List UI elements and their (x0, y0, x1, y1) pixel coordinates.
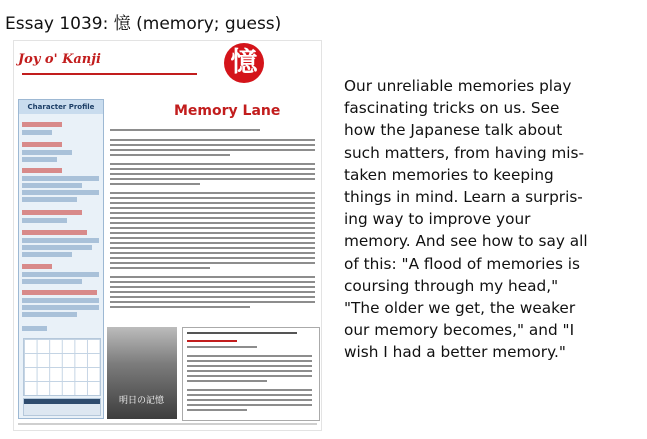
essay-line: ing way to improve your (344, 210, 531, 229)
body-line (110, 192, 315, 194)
box-line (187, 380, 267, 382)
essay-thumbnail[interactable] (14, 41, 321, 430)
sidebar-text (22, 183, 82, 188)
sidebar-text (22, 168, 62, 173)
sidebar-heading: Character Profile (19, 100, 103, 114)
box-line (187, 370, 312, 372)
box-line (187, 375, 312, 377)
essay-line: Our unreliable memories play (344, 77, 572, 95)
essay-line: things in mind. Learn a surpris- (344, 188, 583, 207)
body-line (110, 168, 315, 170)
body-line (110, 301, 315, 303)
body-line (110, 247, 315, 249)
body-line (110, 154, 230, 156)
body-line (110, 227, 315, 229)
body-line (110, 212, 315, 214)
sidebar-text (22, 312, 77, 317)
essay-line: coursing through my head," (344, 276, 559, 295)
body-line (110, 252, 315, 254)
movie-photo (107, 327, 177, 419)
body-line (110, 242, 315, 244)
sidebar-text (22, 230, 87, 235)
sidebar-text (22, 264, 52, 269)
body-line (110, 163, 315, 165)
body-line (110, 237, 315, 239)
sidebar-text (22, 326, 47, 331)
sidebar-text (22, 238, 99, 243)
body-line (110, 306, 250, 308)
sidebar-text (22, 142, 62, 147)
box-line (187, 340, 237, 342)
body-line (110, 173, 315, 175)
body-line (110, 262, 315, 264)
sidebar-text (22, 157, 57, 162)
sidebar-text (22, 245, 92, 250)
box-line (187, 332, 297, 334)
body-line (110, 267, 210, 269)
article-title: Memory Lane (174, 103, 281, 119)
body-line (110, 178, 315, 180)
body-line (110, 202, 315, 204)
essay-line: such matters, from having mis- (344, 143, 585, 162)
box-line (187, 355, 312, 357)
box-line (187, 409, 247, 411)
essay-line: memory. And see how to say all (344, 232, 588, 251)
essay-line: of this: "A flood of memories is (344, 254, 581, 273)
sidebar-text (22, 122, 62, 127)
photo-caption: 明日の記憶 (119, 396, 165, 406)
sidebar-text (22, 130, 52, 135)
body-line (110, 222, 315, 224)
sidebar-text (22, 252, 72, 257)
body-line (110, 129, 260, 131)
body-line (110, 291, 315, 293)
sidebar-text (22, 197, 77, 202)
sidebar-text (22, 150, 72, 155)
sidebar-text (22, 290, 97, 295)
essay-line: how the Japanese talk about (344, 121, 563, 140)
kanji-badge: 憶 (224, 43, 264, 83)
page-footer (18, 423, 317, 425)
sidebar-text (22, 190, 99, 195)
body-line (110, 281, 315, 283)
sidebar-text (22, 279, 82, 284)
box-line (187, 389, 312, 391)
body-line (110, 207, 315, 209)
stroke-order-grid (23, 338, 101, 396)
box-line (187, 365, 312, 367)
sidebar-text (22, 298, 99, 303)
body-line (110, 232, 315, 234)
sidebar-text (22, 305, 99, 310)
body-line (110, 276, 315, 278)
essay-line: "The older we get, the weaker (344, 299, 576, 318)
essay-line: our memory becomes," and "I (344, 321, 575, 340)
essay-line: fascinating tricks on us. See (344, 99, 560, 118)
sidebar-text (22, 272, 99, 277)
body-line (110, 286, 315, 288)
logo-underline (22, 73, 197, 75)
popular-movie-box (182, 327, 320, 421)
sidebar-text (22, 176, 99, 181)
joy-o-kanji-logo: Joy o' Kanji (18, 52, 101, 67)
sidebar-text (22, 210, 82, 215)
box-line (187, 360, 312, 362)
essay-line: wish I had a better memory." (344, 343, 566, 362)
body-line (110, 257, 315, 259)
box-line (187, 399, 312, 401)
body-line (110, 144, 315, 146)
read-all-table (23, 398, 101, 416)
body-line (110, 296, 315, 298)
essay-title: Essay 1039: 憶 (memory; guess) (5, 14, 282, 34)
body-line (110, 183, 200, 185)
body-line (110, 149, 315, 151)
body-line (110, 217, 315, 219)
essay-description (344, 75, 644, 364)
box-line (187, 404, 312, 406)
body-line (110, 197, 315, 199)
box-line (187, 346, 257, 348)
box-line (187, 394, 312, 396)
character-profile-sidebar (18, 99, 104, 419)
body-line (110, 139, 315, 141)
table-header-bar (24, 399, 100, 404)
essay-line: taken memories to keeping (344, 165, 554, 184)
sidebar-text (22, 218, 67, 223)
